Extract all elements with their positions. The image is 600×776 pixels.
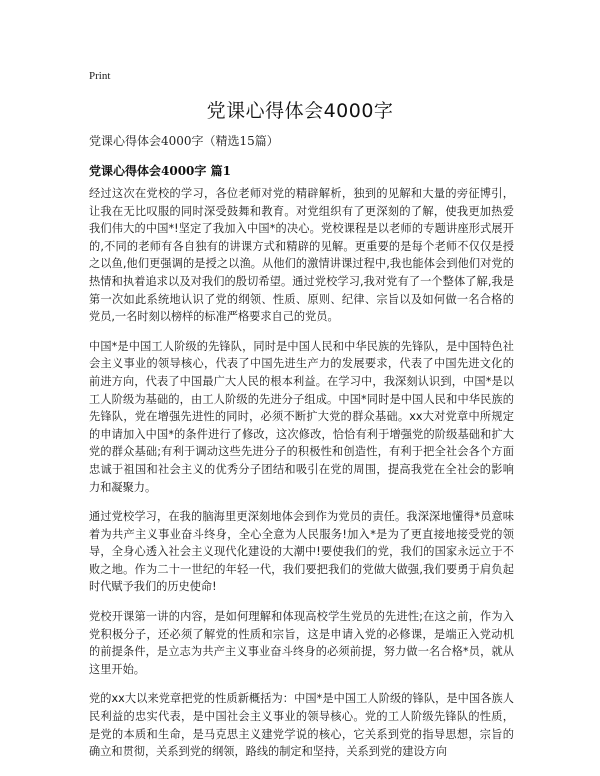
body-paragraph-4: 党校开课第一讲的内容，是如何理解和体现高校学生党员的先进性;在这之前，作为入党积极分子，还必须了解党的性质和宗旨，这是申请入党的必修课，是端正入党动机的前提条件，是立志为共产主义事业奋斗终身的必须前提，努力做一名合格*员，就从这里开始。: [89, 610, 514, 676]
body-paragraph-1: 经过这次在党校的学习，各位老师对党的精辟解析，独到的见解和大量的旁征博引，让我在无比叹服的同时深受鼓舞和教育。对党组织有了更深刻的了解，使我更加热爱我们伟大的中国*!坚定了我加入中国*的决心。党校课程是以老师的专题讲座形式展开的,不同的老师有各自独有的讲课方式和精辟的见解。更重要的是每个老师不仅仅是授之以鱼,他们更强调的是授之以渔。从他们的激情讲课过程中,我也能体会到他们对党的热情和执着追求以及对我们的殷切希望。通过党校学习,我对党有了一个整体了解,我是第一次如此系统地认识了党的纲领、性质、原则、纪律、宗旨以及如何做一名合格的党员,一名时刻以榜样的标准严格要求自己的党员。: [89, 187, 514, 324]
body-paragraph-3: 通过党校学习，在我的脑海里更深刻地体会到作为党员的责任。我深深地懂得*员意味着为共产主义事业奋斗终身，全心全意为人民服务!加入*是为了更直接地接受党的领导，全身心透入社会主义现代化建设的大潮中!要使我们的党，我们的国家永远立于不败之地。作为二十一世纪的年轻一代，我们要把我们的党做大做强,我们要勇于肩负起时代赋予我们的历史使命!: [89, 510, 514, 594]
page-title: 党课心得体会4000字: [206, 100, 394, 122]
print-link[interactable]: Print: [89, 70, 111, 82]
body-paragraph-2: 中国*是中国工人阶级的先锋队，同时是中国人民和中华民族的先锋队，是中国特色社会主义事业的领导核心，代表了中国先进生产力的发展要求，代表了中国先进文化的前进方向，代表了中国最广大人民的根本利益。在学习中，我深刻认识到，中国*是以工人阶级为基础的，由工人阶级的先进分子组成。中国*同时是中国人民和中华民族的先锋队，党在增强先进性的同时，必须不断扩大党的群众基础。xx大对党章中所规定的申请加入中国*的条件进行了修改，这次修改，恰恰有利于增强党的阶级基础和扩大党的群众基础;有利于调动这些先进分子的积极性和创造性，有利于把全社会各个方面忠诚于祖国和社会主义的优秀分子团结和吸引在党的周围，提高我党在全社会的影响力和凝聚力。: [89, 339, 514, 494]
section-heading: 党课心得体会4000字 篇1: [89, 164, 231, 178]
document-subtitle: 党课心得体会4000字（精选15篇）: [89, 134, 279, 148]
body-paragraph-5: 党的xx大以来党章把党的性质新概括为：中国*是中国工人阶级的锋队，是中国各族人民利益的忠实代表，是中国社会主义事业的领导核心。党的工人阶级先锋队的性质，是党的本质和生命，是马克思主义建党学说的核心，它关系到党的指导思想，宗旨的确立和贯彻，关系到党的纲领，路线的制定和坚持，关系到党的建设方向: [89, 692, 514, 759]
document-body: [89, 185, 514, 773]
